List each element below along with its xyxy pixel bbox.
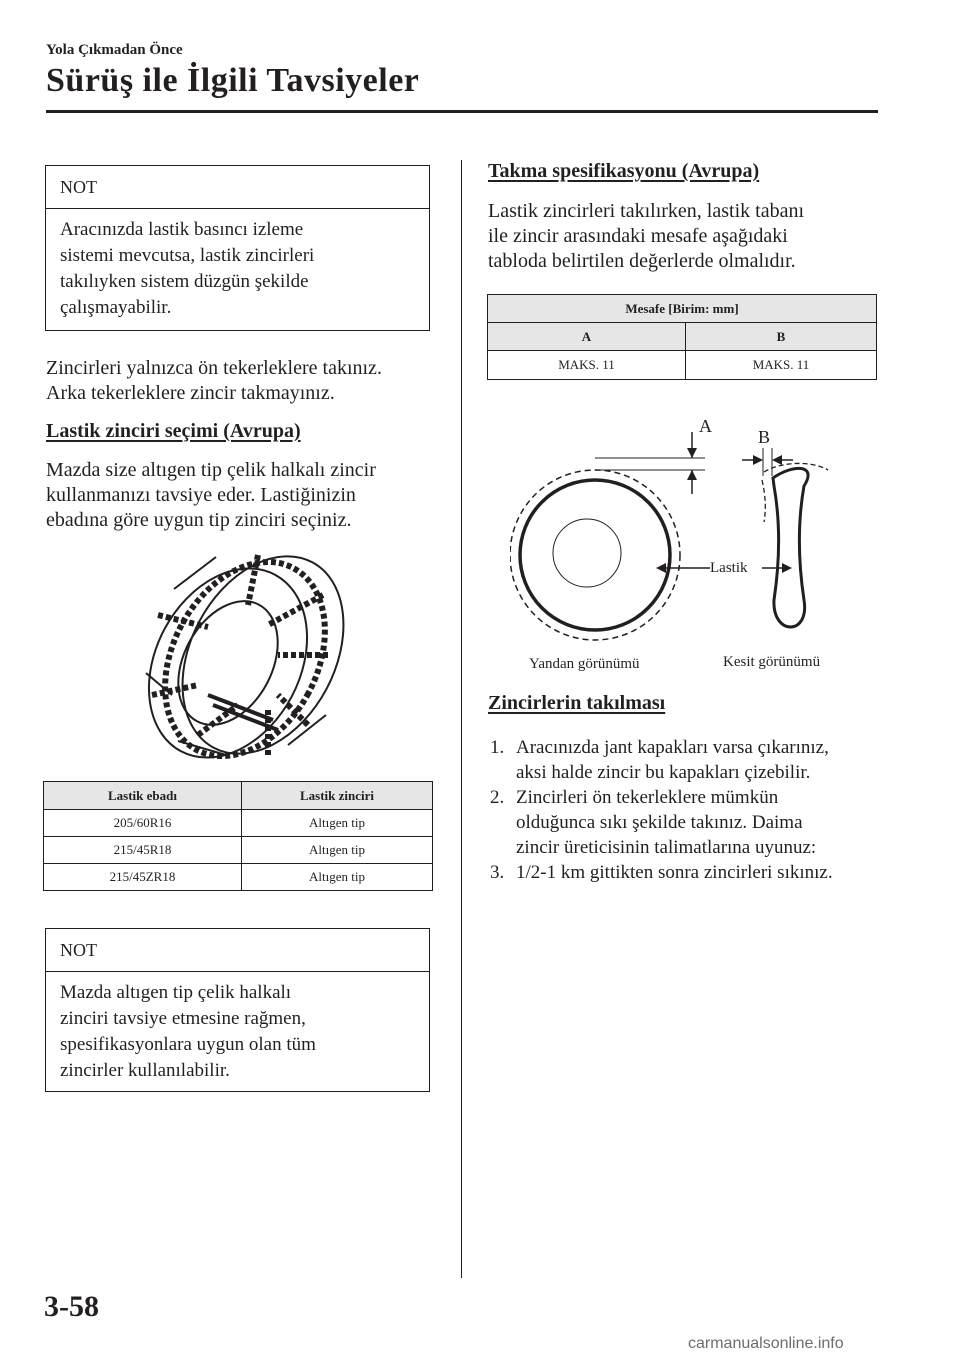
paragraph-line: ebadına göre uygun tip zinciri seçiniz.: [46, 509, 352, 531]
paragraph-line: ile zincir arasındaki mesafe aşağıdaki: [488, 225, 788, 247]
note-text: [46, 209, 429, 321]
column-header: A: [488, 323, 686, 351]
clearance-table: [487, 294, 877, 380]
tire-side-view: [520, 480, 670, 630]
label-tire: Lastik: [710, 560, 748, 576]
paragraph-line: Mazda size altıgen tip çelik halkalı zincir: [46, 459, 376, 481]
caption-side-view: Yandan görünümü: [529, 656, 640, 672]
page-number: 3-58: [44, 1290, 99, 1323]
note-title: NOT: [46, 929, 429, 972]
tire-section-view: [773, 468, 808, 627]
step-line: Zincirleri ön tekerleklere mümkün: [516, 787, 779, 808]
note-line: sistemi mevcutsa, lastik zincirleri: [60, 245, 315, 266]
chapter-title: Sürüş ile İlgili Tavsiyeler: [46, 62, 420, 99]
table-caption: Mesafe [Birim: mm]: [488, 295, 877, 323]
paragraph-line: tabloda belirtilen değerlerde olmalıdır.: [488, 250, 796, 272]
label-a: A: [699, 416, 712, 436]
clearance-paragraph: [488, 199, 888, 274]
heading-installation-spec: Takma spesifikasyonu (Avrupa): [488, 160, 760, 182]
step-number: 3.: [490, 862, 505, 883]
table-row: [44, 810, 433, 837]
table-cell: 215/45R18: [44, 837, 242, 864]
table-header-row: [44, 782, 433, 810]
front-wheels-paragraph: [46, 356, 446, 406]
table-cell: Altıgen tip: [242, 864, 433, 891]
note-line: takılıyken sistem düzgün şekilde: [60, 271, 309, 292]
step-text: [516, 785, 816, 860]
note-title: NOT: [46, 166, 429, 209]
clearance-diagram: [510, 410, 870, 680]
tire-chain-illustration: [138, 545, 348, 765]
note-box-tpms: [45, 165, 430, 331]
column-header: B: [686, 323, 877, 351]
table-header-row: [488, 323, 877, 351]
paragraph-line: Lastik zincirleri takılırken, lastik tabanı: [488, 200, 805, 222]
section-label: Yola Çıkmadan Önce: [46, 42, 183, 58]
table-cell: MAKS. 11: [488, 351, 686, 380]
installation-steps: [490, 735, 890, 885]
step-number: 1.: [490, 737, 505, 758]
note-line: Mazda altıgen tip çelik halkalı: [60, 982, 292, 1003]
paragraph-line: Arka tekerleklere zincir takmayınız.: [46, 382, 335, 404]
step-text: [516, 735, 829, 785]
caption-section-view: Kesit görünümü: [723, 654, 821, 670]
step-line: 1/2-1 km gittikten sonra zincirleri sıkınız.: [516, 862, 833, 883]
table-caption-row: [488, 295, 877, 323]
step-line: Aracınızda jant kapakları varsa çıkarınız,: [516, 737, 829, 758]
table-row: [488, 351, 877, 380]
note-line: çalışmayabilir.: [60, 297, 172, 318]
note-box-chain-spec: [45, 928, 430, 1092]
note-line: zincirler kullanılabilir.: [60, 1060, 230, 1081]
heading-chain-installation: Zincirlerin takılması: [488, 692, 666, 714]
table-cell: 205/60R16: [44, 810, 242, 837]
note-text: [46, 972, 429, 1084]
table-cell: MAKS. 11: [686, 351, 877, 380]
step-line: aksi halde zincir bu kapakları çizebilir.: [516, 762, 811, 783]
column-header: Lastik ebadı: [44, 782, 242, 810]
label-b: B: [758, 427, 771, 447]
chain-recommendation-paragraph: [46, 458, 446, 533]
list-item: [490, 785, 890, 860]
step-line: zincir üreticisinin talimatlarına uyunuz:: [516, 837, 817, 858]
note-line: spesifikasyonlara uygun olan tüm: [60, 1034, 316, 1055]
chain-size-table: [43, 781, 433, 891]
table-cell: 215/45ZR18: [44, 864, 242, 891]
table-row: [44, 864, 433, 891]
column-divider: [461, 160, 462, 1278]
note-line: Aracınızda lastik basıncı izleme: [60, 219, 304, 240]
step-text: [516, 860, 833, 885]
paragraph-line: kullanmanızı tavsiye eder. Lastiğinizin: [46, 484, 356, 506]
note-line: zinciri tavsiye etmesine rağmen,: [60, 1008, 306, 1029]
table-row: [44, 837, 433, 864]
step-line: olduğunca sıkı şekilde takınız. Daima: [516, 812, 803, 833]
list-item: [490, 735, 890, 785]
header-rule: [46, 110, 878, 113]
watermark: carmanualsonline.info: [688, 1335, 844, 1352]
table-cell: Altıgen tip: [242, 837, 433, 864]
list-item: [490, 860, 890, 885]
heading-chain-selection: Lastik zinciri seçimi (Avrupa): [46, 420, 301, 442]
column-header: Lastik zinciri: [242, 782, 433, 810]
table-cell: Altıgen tip: [242, 810, 433, 837]
paragraph-line: Zincirleri yalnızca ön tekerleklere takınız.: [46, 357, 382, 379]
step-number: 2.: [490, 787, 505, 808]
